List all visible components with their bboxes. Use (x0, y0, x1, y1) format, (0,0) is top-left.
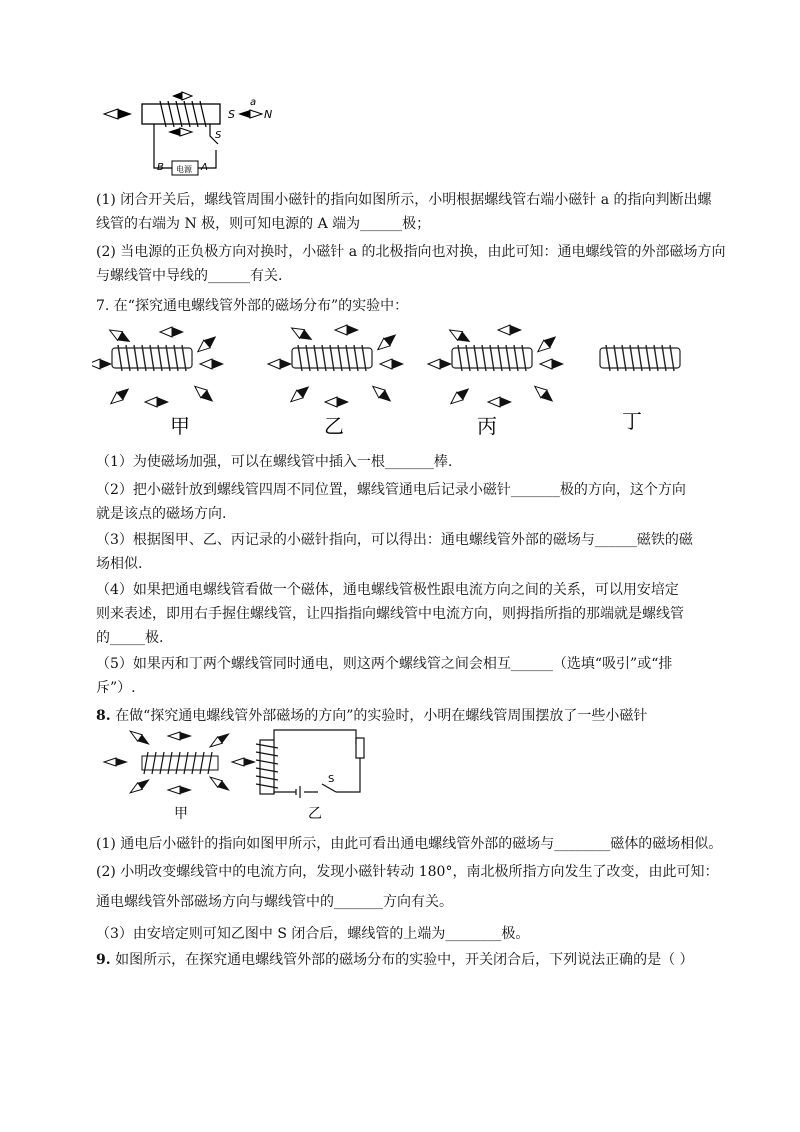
figure-jia (92, 326, 224, 408)
compass-needle-top (172, 92, 192, 100)
figure-label-yi: 乙 (324, 414, 344, 438)
q9-number: 9. (96, 952, 111, 968)
q8-number: 8. (96, 708, 111, 724)
q6-solenoid-figure (100, 88, 290, 178)
q7-part1: （1）为使磁场加强，可以在螺线管中插入一根_______棒. (96, 454, 453, 470)
label-A: A (201, 162, 208, 173)
label-N: N (264, 108, 273, 121)
compass-needle-middle (168, 128, 192, 136)
q6-part1-line2: 线管的右端为 N 极，则可知电源的 A 端为______极； (96, 216, 431, 232)
figure-yi (268, 324, 404, 407)
q7-part4-line2: 则来表述，即用右手握住螺线管，让四指指向螺线管中电流方向，则拇指所指的那端就是螺线管 (96, 606, 684, 622)
figure-bing (428, 325, 564, 408)
q8-part2-line1: (2) 小明改变螺线管中的电流方向，发现小磁针转动 180°，南北极所指方向发生了改变，由此可知： (96, 864, 719, 880)
q8-title-text: 在做“探究通电螺线管外部磁场的方向”的实验时，小明在螺线管周围摆放了一些小磁针 (110, 708, 648, 724)
q7-part3-line1: （3）根据图甲、乙、丙记录的小磁针指向，可以得出：通电螺线管外部的磁场与______磁铁的磁 (96, 532, 693, 548)
switch-label-q8: S (328, 774, 335, 785)
figure-label-bing: 丙 (477, 414, 497, 438)
figure-yi-q8 (256, 730, 364, 798)
q6-part2-line1: (2) 当电源的正负极方向对换时，小磁针 a 的北极指向也对换，由此可知：通电螺线管的外部磁场方向 (96, 244, 726, 260)
q7-part5-line1: （5）如果丙和丁两个螺线管同时通电，则这两个螺线管之间会相互______（选填“吸引”或“排 (96, 656, 673, 672)
q8-part3: （3）由安培定则可知乙图中 S 闭合后，螺线管的上端为________极。 (96, 926, 530, 942)
figure-label-yi-q8: 乙 (308, 806, 322, 822)
label-switch-S: S (215, 130, 222, 141)
q7-part2-line1: （2）把小磁针放到螺线管四周不同位置，螺线管通电后记录小磁针_______极的方向，这个方向 (96, 482, 686, 498)
q7-part4-line3: 的_____极. (96, 630, 164, 646)
q8-part2-line2: 通电螺线管外部磁场方向与螺线管中的_______方向有关。 (96, 894, 453, 910)
q7-part5-line2: 斥”）. (96, 680, 136, 696)
q6-part1-line1: (1) 闭合开关后，螺线管周围小磁针的指向如图所示，小明根据螺线管右端小磁针 a 的指向判断出螺 (96, 192, 712, 208)
label-S-right: S (228, 108, 235, 121)
q7-solenoid-figures (92, 318, 692, 448)
figure-label-jia-q8: 甲 (174, 806, 188, 822)
q7-part3-line2: 场相似. (96, 556, 143, 572)
figure-label-ding: 丁 (622, 409, 642, 433)
compass-needle-a (238, 110, 262, 118)
q9-title-text: 如图所示，在探究通电螺线管外部的磁场分布的实验中，开关闭合后，下列说法正确的是（ ） (110, 952, 694, 968)
q7-part4-line1: （4）如果把通电螺线管看做一个磁体，通电螺线管极性跟电流方向之间的关系，可以用安培定 (96, 582, 679, 598)
q6-part2-line2: 与螺线管中导线的______有关. (96, 268, 283, 284)
q7-part2-line2: 就是该点的磁场方向. (96, 506, 227, 522)
q8-figures (96, 726, 396, 824)
q9-title (96, 950, 694, 970)
compass-needle-left (104, 109, 132, 119)
q8-part1: (1) 通电后小磁针的指向如图甲所示，由此可看出通电螺线管外部的磁场与________磁体的磁场相似。 (96, 836, 723, 852)
q8-title (96, 706, 647, 726)
figure-ding (600, 345, 680, 371)
figure-label-jia: 甲 (170, 414, 190, 438)
q7-title: 7. 在“探究通电螺线管外部的磁场分布”的实验中： (96, 298, 409, 314)
label-a: a (250, 97, 257, 108)
label-B: B (157, 162, 164, 173)
figure-jia-q8 (104, 728, 256, 796)
power-source-label: 电源 (176, 165, 192, 174)
